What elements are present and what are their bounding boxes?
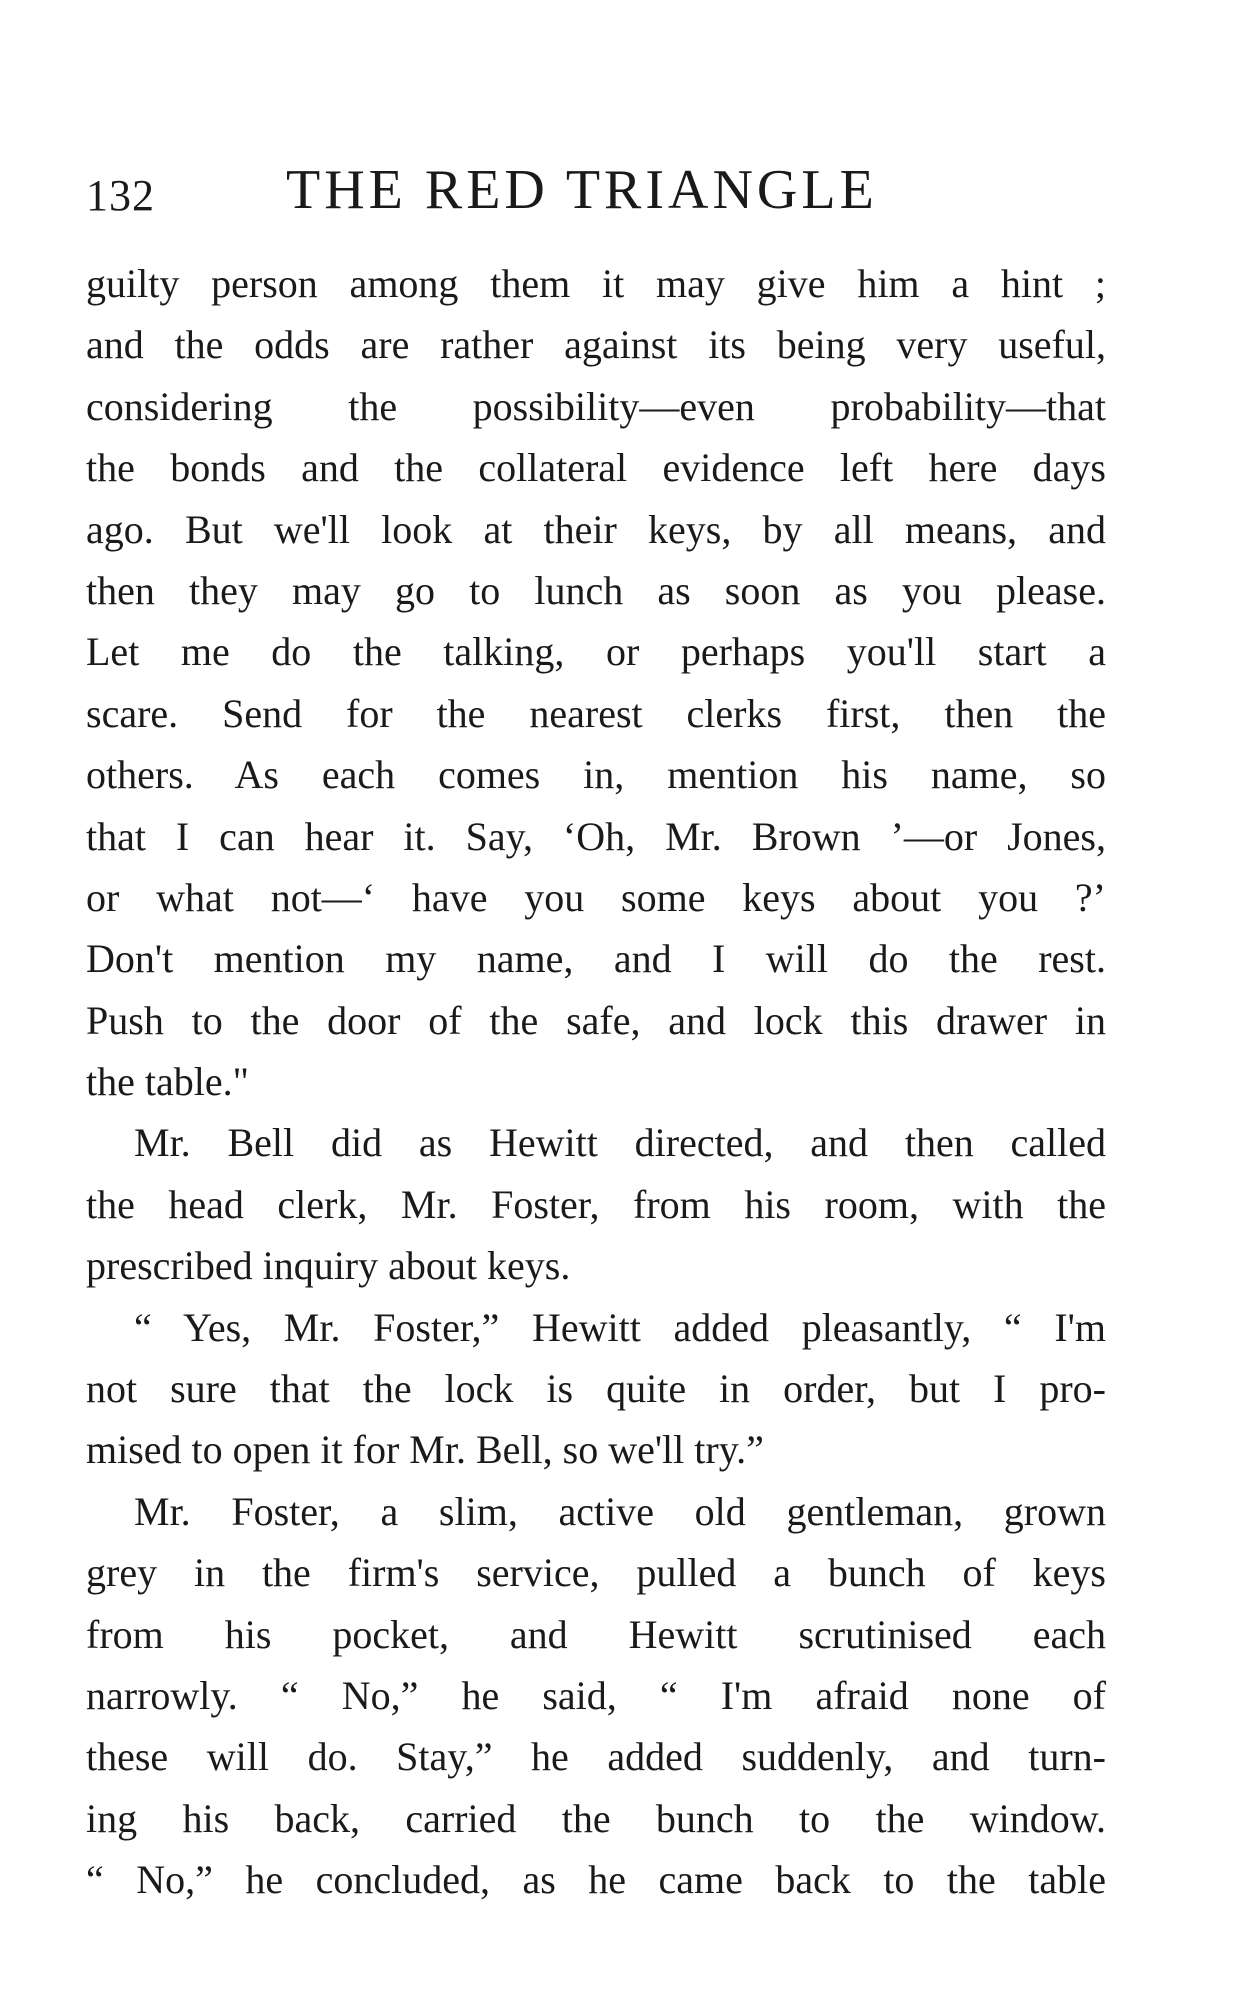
text-line: “ No,” he concluded, as he came back to the table [86,1857,1106,1903]
text-line: Mr. Foster, a slim, active old gentleman, grown [134,1488,1106,1534]
text-line: Let me do the talking, or perhaps you'll start a [86,629,1106,675]
text-line: the bonds and the collateral evidence left here days [86,445,1106,491]
body-text [86,253,1106,1911]
text-line: ing his back, carried the bunch to the window. [86,1795,1106,1841]
text-line: “ Yes, Mr. Foster,” Hewitt added pleasantly, “ I'm [134,1304,1106,1350]
page-number: 132 [86,171,155,220]
text-line: Don't mention my name, and I will do the rest. [86,936,1106,982]
text-line: prescribed inquiry about keys. [86,1243,571,1289]
running-head [86,158,1116,228]
text-line: ago. But we'll look at their keys, by all means, and [86,506,1106,552]
text-line: the head clerk, Mr. Foster, from his room, with the [86,1181,1106,1227]
text-line: then they may go to lunch as soon as you please. [86,567,1106,613]
text-line: considering the possibility—even probability—that [86,383,1106,429]
text-line: these will do. Stay,” he added suddenly, and turn- [86,1734,1106,1780]
text-line: scare. Send for the nearest clerks first, then the [86,690,1106,736]
text-line: or what not—‘ have you some keys about you ?’ [86,874,1106,920]
running-title: THE RED TRIANGLE [286,159,878,221]
text-line: from his pocket, and Hewitt scrutinised each [86,1611,1106,1657]
text-line: others. As each comes in, mention his name, so [86,752,1106,798]
text-line: Push to the door of the safe, and lock this drawer in [86,997,1106,1043]
text-line: narrowly. “ No,” he said, “ I'm afraid none of [86,1672,1106,1718]
text-line: not sure that the lock is quite in order, but I pro- [86,1366,1106,1412]
text-line: guilty person among them it may give him a hint ; [86,261,1106,306]
text-line: Mr. Bell did as Hewitt directed, and then called [134,1120,1106,1166]
text-line: the table." [86,1059,249,1105]
text-line: grey in the firm's service, pulled a bunch of keys [86,1550,1106,1596]
text-line: that I can hear it. Say, ‘Oh, Mr. Brown ’—or Jones, [86,813,1106,859]
text-line: mised to open it for Mr. Bell, so we'll try.” [86,1427,764,1473]
text-line: and the odds are rather against its being very useful, [86,322,1106,368]
